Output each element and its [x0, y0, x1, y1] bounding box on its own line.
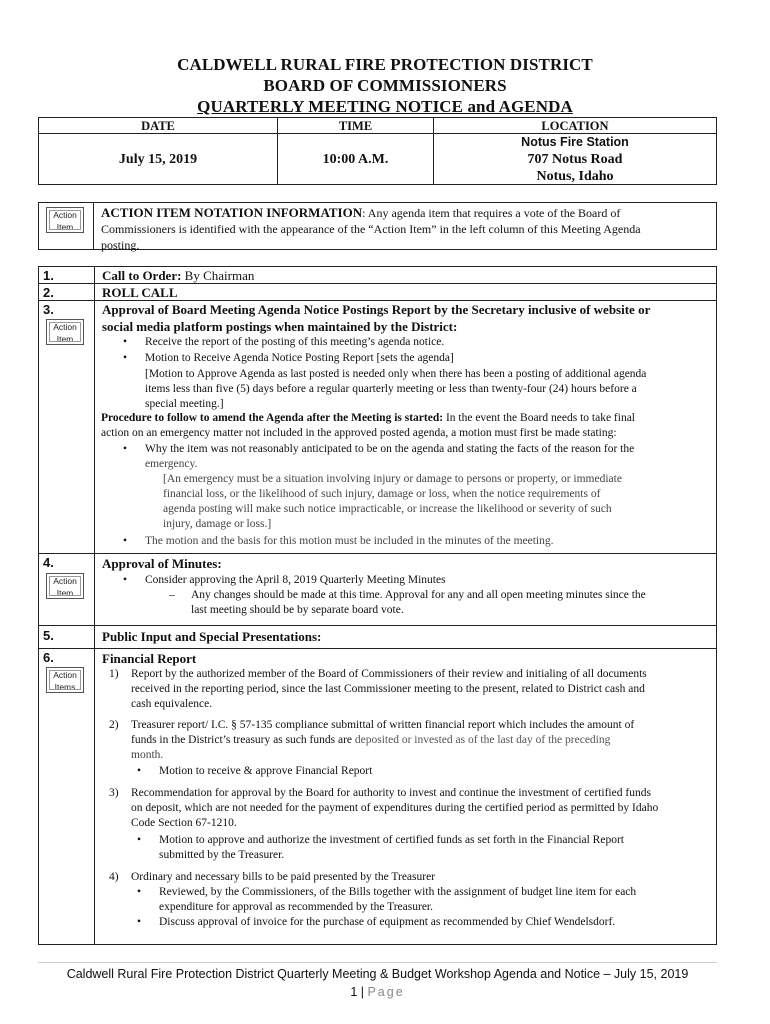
row-divider: [39, 553, 716, 554]
action-item-badge: [46, 319, 84, 345]
item-number: 3.: [43, 302, 54, 317]
bullet-icon: •: [123, 352, 128, 364]
row-divider: [39, 300, 716, 301]
bullet-icon: •: [137, 765, 142, 777]
dash-icon: –: [169, 589, 175, 601]
bullet-icon: •: [137, 916, 142, 928]
item6-4-bullet1-line2: expenditure for approval as recommended by the Treasurer.: [159, 901, 433, 913]
item6-3-bullet1-line1: Motion to approve and authorize the investment of certified funds as set forth in the Financial Report: [159, 834, 624, 846]
item-call-to-order: [102, 268, 254, 283]
location-header: LOCATION: [541, 119, 609, 133]
district-title: CALDWELL RURAL FIRE PROTECTION DISTRICT: [177, 55, 593, 74]
item3-bullet2: Motion to Receive Agenda Notice Posting Report [sets the agenda]: [145, 352, 454, 364]
bullet-icon: •: [137, 886, 142, 898]
item6-2-line2b: deposited or invested as of the last day of the preceding: [354, 734, 611, 746]
location-column: [434, 118, 716, 184]
meeting-date: July 15, 2019: [118, 151, 198, 167]
notation-line1: : Any agenda item that requires a vote of the Board of: [362, 206, 621, 220]
item6-1-line3: cash equivalence.: [131, 698, 213, 710]
bullet-icon: •: [137, 834, 142, 846]
item3-bullet4: The motion and the basis for this motion must be included in the minutes of the meeting.: [145, 535, 554, 547]
item-number: 1.: [43, 268, 54, 283]
page-footer: [38, 962, 717, 999]
meeting-time: 10:00 A.M.: [322, 151, 389, 167]
item6-1-line1: Report by the authorized member of the Board of Commissioners of their review and initialing of all documents: [131, 668, 647, 680]
column-divider: [94, 267, 95, 944]
item6-3-line3: Code Section 67-1210.: [131, 817, 237, 829]
footer-text: Caldwell Rural Fire Protection District Quarterly Meeting & Budget Workshop Agenda and Notice – July 15, 2019: [66, 967, 689, 981]
action-item-badge: [46, 207, 84, 233]
date-header: DATE: [141, 119, 175, 133]
item6-3-bullet1-line2: submitted by the Treasurer.: [159, 849, 285, 861]
item3-bullet1: Receive the report of the posting of this meeting’s agenda notice.: [145, 336, 445, 348]
action-label: Action: [53, 322, 77, 332]
document-title-block: [0, 54, 770, 117]
item3-bullet3-note2: financial loss, or the likelihood of such injury, damage or loss, when the notice requirements of: [163, 488, 601, 500]
item6-2-line2: [131, 733, 711, 748]
item6-4-line1: Ordinary and necessary bills to be paid presented by the Treasurer: [131, 871, 436, 883]
action-items-badge: [46, 667, 84, 693]
item3-bullet3-note4: injury, damage or loss.]: [163, 518, 272, 530]
item4-bullet1: Consider approving the April 8, 2019 Quarterly Meeting Minutes: [145, 574, 446, 586]
procedure-label: Procedure to follow to amend the Agenda after the Meeting is started:: [101, 412, 444, 424]
item-roll-call: ROLL CALL: [102, 285, 178, 300]
action-label: Action: [53, 670, 77, 680]
page-number: 1: [350, 985, 358, 999]
item3-procedure-line2: action on an emergency matter not included in the approved posted agenda, a motion must first be made stating:: [101, 427, 617, 439]
notation-title: ACTION ITEM NOTATION INFORMATION: [101, 205, 363, 220]
row-divider: [39, 283, 716, 284]
action-item-notation-box: [38, 202, 717, 250]
item5-heading: Public Input and Special Presentations:: [102, 629, 322, 644]
item3-heading-line1: Approval of Board Meeting Agenda Notice Postings Report by the Secretary inclusive of website or: [102, 302, 651, 317]
item4-sub-line2: last meeting should be by separate board vote.: [191, 604, 404, 616]
item-number: 6.: [43, 650, 54, 665]
board-title: BOARD OF COMMISSIONERS: [263, 76, 507, 95]
agenda-table: [38, 266, 717, 945]
action-item-badge: [46, 573, 84, 599]
item6-3-number: 3): [109, 787, 119, 799]
item-number: 4.: [43, 555, 54, 570]
item-label: Item: [56, 222, 74, 232]
item6-1-line2: received in the reporting period, since the last Commissioner meeting to the present, related to District cash and: [131, 683, 645, 695]
item3-heading-line2: social media platform postings when maintained by the District:: [102, 319, 458, 334]
action-label: Action: [53, 576, 77, 586]
notice-title: QUARTERLY MEETING NOTICE and AGENDA: [197, 97, 573, 116]
notation-line2: Commissioners is identified with the appearance of the “Action Item” in the left column of this Meeting Agenda: [101, 222, 641, 236]
call-to-order-label: Call to Order:: [102, 268, 182, 283]
item3-bullet3-line2: emergency.: [145, 458, 198, 470]
item3-bullet2-note2: items less than five (5) days before a regular quarterly meeting or less than twenty-four (24) hours before a: [145, 383, 637, 395]
item6-2-number: 2): [109, 719, 119, 731]
date-column: [39, 118, 278, 184]
item6-3-line1: Recommendation for approval by the Board for authority to invest and continue the investment of certified funds: [131, 787, 651, 799]
item6-2-line3: month.: [131, 749, 164, 761]
item3-bullet2-note3: special meeting.]: [145, 398, 224, 410]
item-number: 5.: [43, 628, 54, 643]
time-column: [278, 118, 434, 184]
time-header: TIME: [338, 119, 373, 133]
item3-bullet3-note3: agenda posting will make such notice impracticable, or increase the likelihood or severity of such: [163, 503, 612, 515]
location-street: 707 Notus Road: [527, 151, 623, 167]
item6-4-bullet1-line1: Reviewed, by the Commissioners, of the Bills together with the assignment of budget line item for each: [159, 886, 637, 898]
page-word: Page: [367, 985, 405, 999]
item4-heading: Approval of Minutes:: [102, 556, 222, 571]
procedure-detail: In the event the Board needs to take final: [443, 412, 635, 424]
item-label: Item: [56, 588, 74, 598]
item6-4-number: 4): [109, 871, 119, 883]
bullet-icon: •: [123, 443, 128, 455]
item6-2-line1: Treasurer report/ I.C. § 57-135 compliance submittal of written financial report which includes the amount of: [131, 719, 635, 731]
item-number: 2.: [43, 285, 54, 300]
item6-2-line2a: funds in the District’s treasury as such funds are: [131, 734, 355, 746]
call-to-order-detail: By Chairman: [181, 268, 255, 283]
item6-1-number: 1): [109, 668, 119, 680]
notation-text: [101, 205, 711, 253]
item6-3-line2: on deposit, which are not needed for the payment of expenditures during the certified period as permitted by Idaho: [131, 802, 659, 814]
item3-procedure: [101, 411, 635, 426]
page-number-line: [38, 985, 717, 999]
item6-4-bullet2: Discuss approval of invoice for the purchase of equipment as recommended by Chief Wendelsdorf.: [159, 916, 616, 928]
notation-line3: posting.: [101, 238, 140, 252]
item6-2-bullet1: Motion to receive & approve Financial Report: [159, 765, 373, 777]
action-label: Action: [53, 210, 77, 220]
bullet-icon: •: [123, 574, 128, 586]
notation-left-cell: [39, 203, 94, 249]
item6-heading: Financial Report: [102, 651, 197, 666]
item3-bullet2-note1: [Motion to Approve Agenda as last posted is needed only when there has been a posting of additional agenda: [145, 368, 647, 380]
item-label: Item: [56, 334, 74, 344]
row-divider: [39, 625, 716, 626]
location-name: Notus Fire Station: [521, 134, 629, 149]
items-label: Items: [54, 682, 76, 692]
row-divider: [39, 648, 716, 649]
bullet-icon: •: [123, 535, 128, 547]
meeting-info-table: [38, 117, 717, 185]
item4-sub-line1: Any changes should be made at this time. Approval for any and all open meeting minutes since the: [191, 589, 646, 601]
item3-bullet3-line1: Why the item was not reasonably anticipated to be on the agenda and stating the facts of the reason for the: [145, 443, 635, 455]
bullet-icon: •: [123, 336, 128, 348]
item3-bullet3-note1: [An emergency must be a situation involving injury or damage to persons or property, or immediate: [163, 473, 622, 485]
page-separator: |: [357, 985, 368, 999]
location-city: Notus, Idaho: [536, 168, 614, 184]
